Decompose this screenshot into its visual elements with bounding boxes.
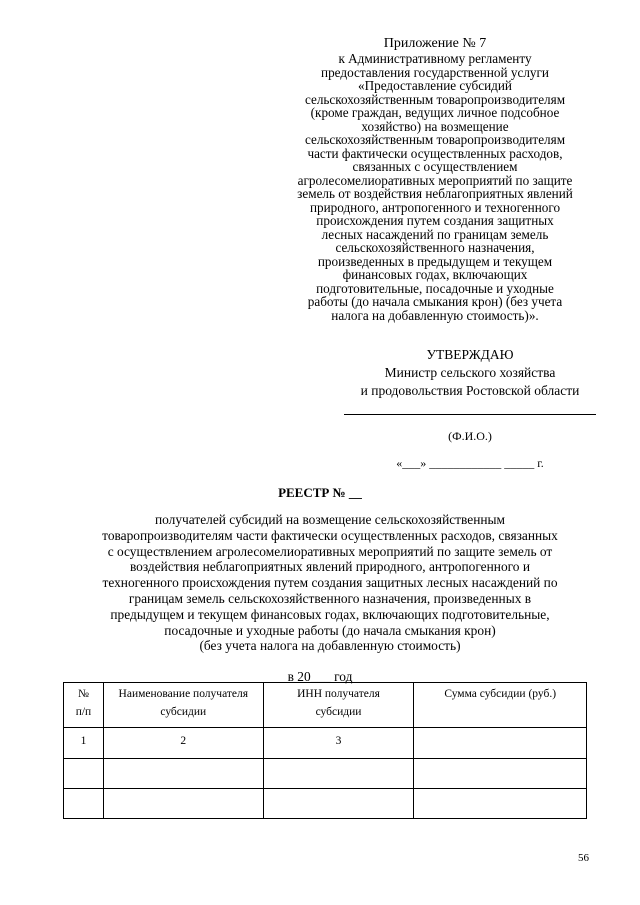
appendix-line: работы (до начала смыкания крон) (без учета bbox=[307, 294, 563, 309]
header-line: № bbox=[77, 688, 89, 700]
column-number-cell: 1 bbox=[64, 728, 104, 759]
column-number-cell: 2 bbox=[103, 728, 263, 759]
table-cell[interactable] bbox=[414, 789, 587, 819]
table-cell[interactable] bbox=[414, 759, 587, 789]
appendix-line: финансовых годах, включающих bbox=[342, 267, 528, 282]
appendix-line: сельскохозяйственным товаропроизводителям bbox=[304, 91, 566, 107]
appendix-line: налога на добавленную стоимость)». bbox=[331, 307, 539, 323]
header-line: Наименование получателя bbox=[118, 688, 249, 700]
approver-position: Министр сельского хозяйства bbox=[384, 365, 556, 380]
appendix-line: связанных с осуществлением bbox=[352, 159, 518, 174]
description-line: границам земель сельскохозяйственного назначения, произведенных в bbox=[128, 590, 532, 606]
appendix-line: произведенных в предыдущем и текущем bbox=[317, 253, 553, 269]
registry-table bbox=[63, 682, 587, 819]
appendix-line: агролесомелиоративных мероприятий по защите bbox=[297, 172, 573, 188]
header-line: п/п bbox=[75, 706, 92, 718]
appendix-line: подготовительные, посадочные и уходные bbox=[316, 280, 554, 296]
table-cell[interactable] bbox=[64, 789, 104, 819]
appendix-block bbox=[272, 36, 598, 322]
registry-year: в 20___ год bbox=[287, 669, 353, 684]
table-cell[interactable] bbox=[263, 789, 414, 819]
appendix-line: сельскохозяйственного назначения, bbox=[335, 240, 535, 255]
appendix-title: Приложение № 7 bbox=[383, 36, 487, 51]
description-line: (без учета налога на добавленную стоимость) bbox=[199, 638, 461, 654]
appendix-line: природного, антропогенного и техногенного bbox=[309, 199, 561, 215]
page-number: 56 bbox=[578, 852, 589, 864]
approver-organization: и продовольствия Ростовской области bbox=[360, 383, 580, 398]
table-cell[interactable] bbox=[103, 759, 263, 789]
table-header-row bbox=[64, 683, 587, 728]
description-line: воздействия неблагоприятных явлений природного, антропогенного и bbox=[129, 559, 531, 575]
header-line: субсидии bbox=[315, 706, 362, 718]
appendix-line: лесных насаждений по границам земель bbox=[321, 226, 549, 242]
table-cell[interactable] bbox=[103, 789, 263, 819]
header-recipient-inn bbox=[263, 683, 414, 728]
appendix-line: происхождения путем создания защитных bbox=[316, 213, 554, 228]
fio-caption: (Ф.И.О.) bbox=[448, 429, 492, 443]
appendix-line: сельскохозяйственным товаропроизводителям bbox=[304, 132, 566, 147]
table-cell[interactable] bbox=[263, 759, 414, 789]
description-line: предыдущем и текущем финансовых годах, включающих подготовительные, bbox=[110, 606, 550, 622]
header-number bbox=[64, 683, 104, 728]
description-line: посадочные и уходные работы (до начала смыкания крон) bbox=[164, 622, 496, 638]
header-line: ИНН получателя bbox=[297, 688, 380, 700]
header-recipient-name bbox=[103, 683, 263, 728]
description-line: товаропроизводителям части фактически осуществленных расходов, связанных bbox=[102, 527, 558, 543]
description-line: с осуществлением агролесомелиоративных мероприятий по защите земель от bbox=[107, 543, 553, 559]
column-number-cell: 3 bbox=[263, 728, 414, 759]
appendix-line: части фактически осуществленных расходов, bbox=[307, 145, 563, 161]
table-row bbox=[64, 728, 587, 759]
header-subsidy-amount bbox=[414, 683, 587, 728]
header-line: субсидии bbox=[160, 706, 207, 718]
table-row bbox=[64, 789, 587, 819]
approval-heading: УТВЕРЖДАЮ bbox=[426, 347, 514, 362]
approval-date: «___» ____________ _____ г. bbox=[396, 456, 544, 470]
registry-description bbox=[60, 512, 600, 654]
appendix-line: к Административному регламенту bbox=[338, 51, 532, 66]
header-line: Сумма субсидии (руб.) bbox=[444, 688, 557, 700]
registry-title: РЕЕСТР № __ bbox=[278, 485, 362, 500]
description-line: техногенного происхождения путем создания защитных лесных насаждений по bbox=[102, 575, 558, 591]
appendix-line: хозяйство) на возмещение bbox=[361, 118, 509, 134]
table-row bbox=[64, 759, 587, 789]
appendix-line: предоставления государственной услуги bbox=[321, 64, 549, 80]
approval-block bbox=[330, 346, 610, 399]
column-number-cell bbox=[414, 728, 587, 759]
appendix-line: «Предоставление субсидий bbox=[358, 78, 512, 93]
description-line: получателей субсидий на возмещение сельскохозяйственным bbox=[154, 512, 506, 527]
appendix-line: земель от воздействия неблагоприятных явлений bbox=[297, 186, 573, 201]
table-cell[interactable] bbox=[64, 759, 104, 789]
signature-line bbox=[344, 414, 596, 415]
appendix-line: (кроме граждан, ведущих личное подсобное bbox=[310, 105, 560, 120]
